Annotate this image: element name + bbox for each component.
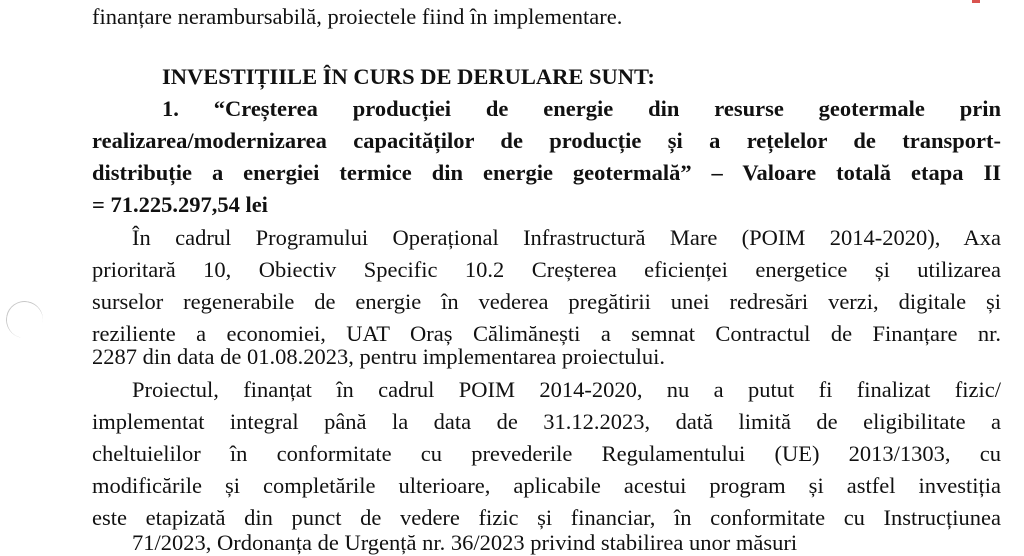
paragraph-line: implementat integral până la data de 31.12.2023, dată limită de eligibilitate a bbox=[92, 409, 1001, 434]
text-line: finanțare nerambursabilă, proiectele fiind în implementare. bbox=[92, 4, 623, 29]
paragraph-line: În cadrul Programului Operațional Infrastructură Mare (POIM 2014-2020), Axa bbox=[132, 225, 1001, 250]
cut-off-text: 71/2023, Ordonanța de Urgență nr. 36/2023 privind stabilirea unor măsuri bbox=[132, 530, 798, 555]
paragraph-line: surselor regenerabile de energie în vederea pregătirii unei redresări verzi, digitale și bbox=[92, 289, 1001, 314]
paragraph-line: cheltuielilor în conformitate cu prevederile Regulamentului (UE) 2013/1303, cu bbox=[92, 441, 1001, 466]
paragraph-line: prioritară 10, Obiectiv Specific 10.2 Creșterea eficienței energetice și utilizarea bbox=[92, 257, 1001, 282]
paragraph-line: modificările și completările ulterioare, aplicabile acestui program și astfel investiția bbox=[92, 473, 1001, 498]
section-heading: INVESTIȚIILE ÎN CURS DE DERULARE SUNT: bbox=[162, 64, 655, 89]
paragraph-line: reziliente a economiei, UAT Oraș Călimănești a semnat Contractul de Finanțare nr. bbox=[92, 321, 1001, 346]
scan-artifact-arc bbox=[3, 298, 46, 341]
paragraph-line: este etapizată din punct de vedere fizic și financiar, în conformitate cu Instrucțiunea bbox=[92, 505, 1001, 530]
list-item-line: distribuție a energiei termice din energie geotermală” – Valoare totală etapa II bbox=[92, 160, 1001, 185]
list-item-line: realizarea/modernizarea capacităților de producție și a rețelelor de transport- bbox=[92, 128, 1001, 153]
paragraph-line: Proiectul, finanțat în cadrul POIM 2014-2020, nu a putut fi finalizat fizic/ bbox=[132, 377, 1001, 402]
red-mark bbox=[972, 0, 980, 3]
cut-off-line bbox=[92, 529, 1001, 555]
list-item-line: = 71.225.297,54 lei bbox=[92, 192, 268, 217]
list-item-line: 1. “Creșterea producției de energie din resurse geotermale prin bbox=[162, 96, 1001, 121]
paragraph-line: 2287 din data de 01.08.2023, pentru implementarea proiectului. bbox=[92, 344, 665, 369]
